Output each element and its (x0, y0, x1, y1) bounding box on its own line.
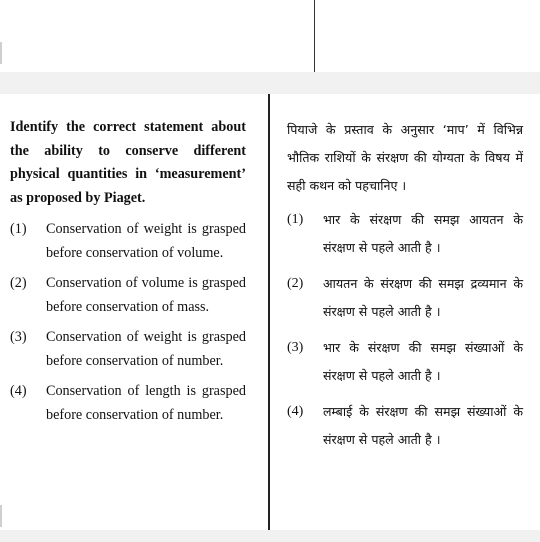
question-prompt-hindi: पियाजे के प्रस्ताव के अनुसार ‘माप’ में विभिन्न भौतिक राशियों के संरक्षण की योग्यता के विषय में सही कथन को पहचानिए । (287, 122, 523, 193)
option-number: (3) (287, 340, 304, 355)
option-number: (1) (10, 221, 27, 237)
option-4-english (10, 380, 246, 427)
option-2-hindi (287, 270, 523, 326)
option-text: Conservation of length is grasped before conservation of number. (46, 383, 246, 423)
option-number: (2) (10, 275, 27, 291)
option-2-english (10, 272, 246, 319)
option-3-hindi (287, 334, 523, 390)
option-text: भार के संरक्षण की समझ आयतन के संरक्षण से पहले आती है । (323, 212, 523, 255)
page-gap (0, 72, 540, 94)
option-text: Conservation of weight is grasped before conservation of volume. (46, 221, 246, 261)
option-3-english (10, 326, 246, 373)
option-text: भार के संरक्षण की समझ संख्याओं के संरक्षण से पहले आती है । (323, 340, 523, 383)
option-text: Conservation of volume is grasped before conservation of mass. (46, 275, 246, 315)
question-prompt-english: Identify the correct statement about the ability to conserve different physical quantities in ‘measurement’ as proposed by Piaget. (10, 119, 246, 206)
column-divider-top (314, 0, 315, 72)
option-number: (2) (287, 276, 304, 291)
option-number: (4) (10, 383, 27, 399)
margin-mark (0, 42, 2, 64)
option-number: (4) (287, 404, 304, 419)
previous-page-strip (0, 0, 540, 72)
column-divider (268, 94, 270, 530)
option-1-hindi (287, 206, 523, 262)
option-4-hindi (287, 398, 523, 454)
hindi-column (287, 116, 523, 462)
option-number: (3) (10, 329, 27, 345)
option-text: आयतन के संरक्षण की समझ द्रव्यमान के संरक्षण से पहले आती है । (323, 276, 523, 319)
option-number: (1) (287, 212, 304, 227)
english-column (10, 116, 246, 434)
option-text: Conservation of weight is grasped before conservation of number. (46, 329, 246, 369)
option-text: लम्बाई के संरक्षण की समझ संख्याओं के संरक्षण से पहले आती है । (323, 404, 523, 447)
page-gap-bottom (0, 530, 540, 542)
margin-mark-bottom (0, 505, 2, 527)
option-1-english (10, 218, 246, 265)
